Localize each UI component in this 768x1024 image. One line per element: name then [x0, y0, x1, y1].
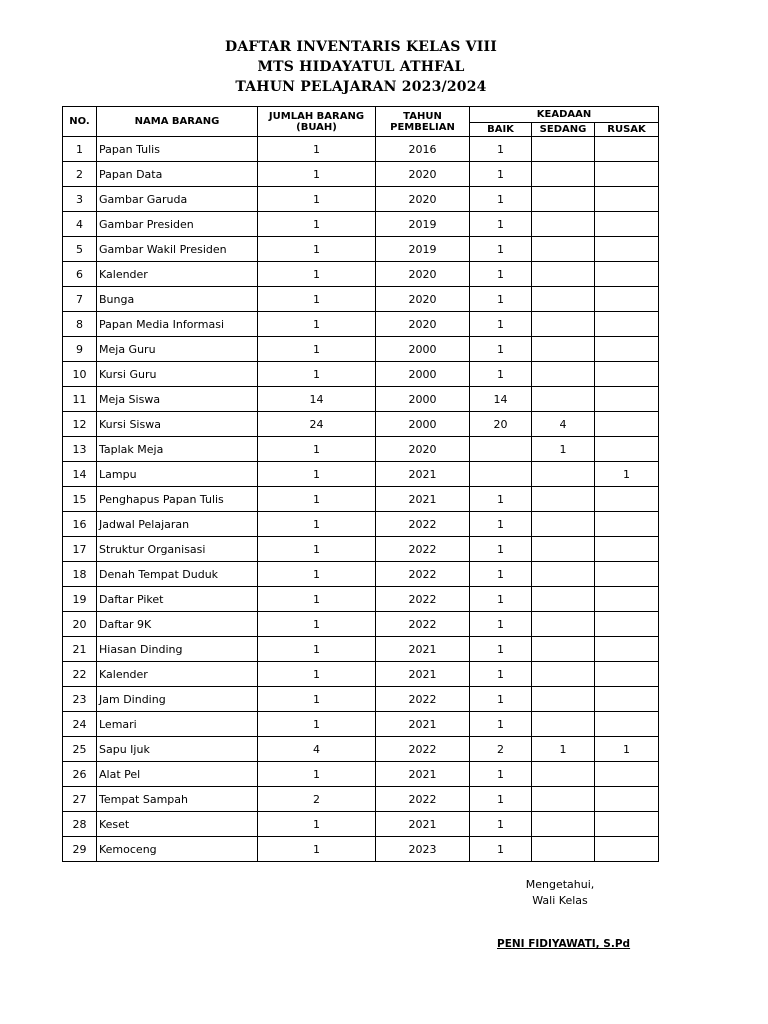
cell-baik: 1 — [470, 562, 532, 587]
cell-no: 7 — [63, 287, 97, 312]
cell-no: 21 — [63, 637, 97, 662]
cell-rusak — [595, 712, 659, 737]
cell-rusak — [595, 587, 659, 612]
cell-tahun: 2021 — [376, 712, 470, 737]
cell-tahun: 2019 — [376, 212, 470, 237]
cell-baik: 1 — [470, 762, 532, 787]
cell-no: 15 — [63, 487, 97, 512]
table-row — [63, 387, 659, 412]
cell-tahun: 2023 — [376, 837, 470, 862]
cell-baik: 1 — [470, 712, 532, 737]
cell-no: 11 — [63, 387, 97, 412]
cell-sedang: 4 — [532, 412, 595, 437]
cell-rusak — [595, 612, 659, 637]
cell-baik: 1 — [470, 812, 532, 837]
cell-nama-barang: Gambar Wakil Presiden — [97, 237, 258, 262]
title-line-2: MTS HIDAYATUL ATHFAL — [257, 59, 465, 75]
cell-no: 14 — [63, 462, 97, 487]
cell-nama-barang: Kemoceng — [97, 837, 258, 862]
inventory-table — [62, 106, 659, 862]
cell-baik: 1 — [470, 687, 532, 712]
cell-nama-barang: Daftar Piket — [97, 587, 258, 612]
cell-baik: 1 — [470, 587, 532, 612]
table-row — [63, 137, 659, 162]
cell-baik — [470, 462, 532, 487]
cell-rusak — [595, 137, 659, 162]
table-row — [63, 437, 659, 462]
cell-sedang — [532, 712, 595, 737]
header-tahun-label: TAHUN — [403, 110, 442, 122]
cell-rusak — [595, 837, 659, 862]
cell-jumlah: 1 — [258, 437, 376, 462]
table-row — [63, 762, 659, 787]
cell-baik: 1 — [470, 137, 532, 162]
cell-tahun: 2022 — [376, 737, 470, 762]
table-row — [63, 612, 659, 637]
cell-jumlah: 1 — [258, 287, 376, 312]
cell-nama-barang: Jam Dinding — [97, 687, 258, 712]
cell-jumlah: 1 — [258, 612, 376, 637]
header-baik: BAIK — [470, 123, 532, 137]
cell-tahun: 2022 — [376, 587, 470, 612]
cell-sedang — [532, 237, 595, 262]
header-tahun-pembelian — [376, 107, 470, 137]
cell-sedang — [532, 662, 595, 687]
cell-baik: 2 — [470, 737, 532, 762]
cell-sedang — [532, 687, 595, 712]
table-row — [63, 537, 659, 562]
cell-rusak — [595, 337, 659, 362]
cell-jumlah: 1 — [258, 687, 376, 712]
cell-jumlah: 1 — [258, 712, 376, 737]
header-sedang: SEDANG — [532, 123, 595, 137]
cell-jumlah: 1 — [258, 537, 376, 562]
table-row — [63, 212, 659, 237]
cell-nama-barang: Kalender — [97, 262, 258, 287]
cell-nama-barang: Meja Guru — [97, 337, 258, 362]
cell-nama-barang: Denah Tempat Duduk — [97, 562, 258, 587]
cell-rusak — [595, 512, 659, 537]
cell-rusak — [595, 387, 659, 412]
cell-jumlah: 2 — [258, 787, 376, 812]
cell-tahun: 2021 — [376, 637, 470, 662]
cell-rusak — [595, 687, 659, 712]
cell-baik: 1 — [470, 787, 532, 812]
cell-sedang — [532, 512, 595, 537]
cell-jumlah: 1 — [258, 462, 376, 487]
cell-baik: 1 — [470, 612, 532, 637]
cell-tahun: 2020 — [376, 287, 470, 312]
table-row — [63, 587, 659, 612]
cell-tahun: 2020 — [376, 262, 470, 287]
cell-nama-barang: Sapu Ijuk — [97, 737, 258, 762]
signature-block — [490, 877, 630, 909]
cell-tahun: 2000 — [376, 362, 470, 387]
cell-jumlah: 1 — [258, 237, 376, 262]
table-row — [63, 837, 659, 862]
cell-nama-barang: Meja Siswa — [97, 387, 258, 412]
cell-tahun: 2016 — [376, 137, 470, 162]
table-row — [63, 787, 659, 812]
table-row — [63, 362, 659, 387]
cell-jumlah: 1 — [258, 587, 376, 612]
table-row — [63, 512, 659, 537]
cell-no: 5 — [63, 237, 97, 262]
cell-no: 27 — [63, 787, 97, 812]
title-line-3: TAHUN PELAJARAN 2023/2024 — [235, 79, 487, 95]
cell-sedang — [532, 812, 595, 837]
cell-jumlah: 24 — [258, 412, 376, 437]
cell-jumlah: 1 — [258, 337, 376, 362]
cell-nama-barang: Alat Pel — [97, 762, 258, 787]
cell-no: 1 — [63, 137, 97, 162]
cell-tahun: 2021 — [376, 812, 470, 837]
cell-nama-barang: Penghapus Papan Tulis — [97, 487, 258, 512]
cell-no: 17 — [63, 537, 97, 562]
cell-rusak — [595, 437, 659, 462]
cell-no: 8 — [63, 312, 97, 337]
cell-baik: 1 — [470, 187, 532, 212]
cell-tahun: 2000 — [376, 387, 470, 412]
cell-baik: 1 — [470, 837, 532, 862]
cell-sedang — [532, 837, 595, 862]
cell-no: 29 — [63, 837, 97, 862]
table-row — [63, 687, 659, 712]
cell-no: 20 — [63, 612, 97, 637]
header-no: NO. — [63, 107, 97, 137]
cell-tahun: 2022 — [376, 687, 470, 712]
cell-tahun: 2021 — [376, 487, 470, 512]
cell-jumlah: 1 — [258, 162, 376, 187]
cell-jumlah: 1 — [258, 662, 376, 687]
header-rusak: RUSAK — [595, 123, 659, 137]
cell-rusak — [595, 162, 659, 187]
cell-sedang — [532, 137, 595, 162]
cell-tahun: 2019 — [376, 237, 470, 262]
cell-no: 13 — [63, 437, 97, 462]
cell-jumlah: 1 — [258, 637, 376, 662]
cell-nama-barang: Hiasan Dinding — [97, 637, 258, 662]
cell-sedang — [532, 462, 595, 487]
cell-tahun: 2021 — [376, 662, 470, 687]
table-row — [63, 312, 659, 337]
cell-baik: 1 — [470, 212, 532, 237]
cell-baik: 1 — [470, 362, 532, 387]
cell-tahun: 2020 — [376, 312, 470, 337]
cell-rusak: 1 — [595, 737, 659, 762]
cell-no: 18 — [63, 562, 97, 587]
cell-jumlah: 1 — [258, 837, 376, 862]
cell-nama-barang: Lemari — [97, 712, 258, 737]
cell-rusak — [595, 362, 659, 387]
cell-sedang — [532, 287, 595, 312]
cell-no: 16 — [63, 512, 97, 537]
cell-rusak — [595, 262, 659, 287]
header-jumlah-label: JUMLAH BARANG — [268, 110, 365, 122]
cell-tahun: 2022 — [376, 562, 470, 587]
cell-baik: 1 — [470, 162, 532, 187]
cell-no: 12 — [63, 412, 97, 437]
cell-nama-barang: Kursi Guru — [97, 362, 258, 387]
header-keadaan: KEADAAN — [470, 107, 659, 123]
cell-rusak — [595, 187, 659, 212]
cell-nama-barang: Keset — [97, 812, 258, 837]
cell-no: 25 — [63, 737, 97, 762]
cell-jumlah: 4 — [258, 737, 376, 762]
cell-rusak — [595, 487, 659, 512]
cell-nama-barang: Daftar 9K — [97, 612, 258, 637]
header-nama-barang: NAMA BARANG — [97, 107, 258, 137]
cell-tahun: 2022 — [376, 612, 470, 637]
table-row — [63, 262, 659, 287]
cell-nama-barang: Kursi Siswa — [97, 412, 258, 437]
cell-jumlah: 1 — [258, 812, 376, 837]
cell-nama-barang: Gambar Garuda — [97, 187, 258, 212]
cell-no: 4 — [63, 212, 97, 237]
signature-role: Wali Kelas — [532, 894, 588, 907]
table-row — [63, 162, 659, 187]
cell-tahun: 2022 — [376, 512, 470, 537]
table-row — [63, 287, 659, 312]
cell-jumlah: 1 — [258, 762, 376, 787]
table-row — [63, 562, 659, 587]
cell-rusak — [595, 637, 659, 662]
cell-nama-barang: Lampu — [97, 462, 258, 487]
cell-rusak — [595, 312, 659, 337]
cell-no: 28 — [63, 812, 97, 837]
cell-sedang — [532, 262, 595, 287]
cell-baik — [470, 437, 532, 462]
cell-tahun: 2020 — [376, 187, 470, 212]
cell-rusak — [595, 237, 659, 262]
cell-sedang — [532, 162, 595, 187]
cell-sedang — [532, 787, 595, 812]
cell-no: 3 — [63, 187, 97, 212]
cell-sedang — [532, 612, 595, 637]
cell-rusak — [595, 787, 659, 812]
cell-nama-barang: Papan Tulis — [97, 137, 258, 162]
cell-tahun: 2021 — [376, 762, 470, 787]
cell-no: 6 — [63, 262, 97, 287]
cell-baik: 1 — [470, 287, 532, 312]
cell-rusak — [595, 212, 659, 237]
cell-no: 23 — [63, 687, 97, 712]
cell-rusak — [595, 812, 659, 837]
table-row — [63, 637, 659, 662]
cell-sedang — [532, 312, 595, 337]
document-title — [0, 37, 722, 97]
cell-no: 10 — [63, 362, 97, 387]
cell-sedang: 1 — [532, 737, 595, 762]
cell-tahun: 2021 — [376, 462, 470, 487]
cell-no: 22 — [63, 662, 97, 687]
signature-name: PENI FIDIYAWATI, S.Pd — [497, 938, 631, 950]
table-row — [63, 712, 659, 737]
cell-jumlah: 1 — [258, 212, 376, 237]
cell-jumlah: 1 — [258, 512, 376, 537]
table-row — [63, 337, 659, 362]
cell-no: 2 — [63, 162, 97, 187]
cell-tahun: 2000 — [376, 412, 470, 437]
cell-sedang — [532, 387, 595, 412]
cell-baik: 1 — [470, 237, 532, 262]
cell-baik: 1 — [470, 487, 532, 512]
cell-baik: 1 — [470, 337, 532, 362]
header-jumlah-barang — [258, 107, 376, 137]
cell-sedang — [532, 487, 595, 512]
table-row — [63, 412, 659, 437]
table-row — [63, 462, 659, 487]
cell-sedang — [532, 762, 595, 787]
cell-rusak — [595, 412, 659, 437]
cell-jumlah: 1 — [258, 137, 376, 162]
cell-jumlah: 1 — [258, 362, 376, 387]
table-row — [63, 187, 659, 212]
cell-no: 26 — [63, 762, 97, 787]
cell-tahun: 2000 — [376, 337, 470, 362]
cell-tahun: 2022 — [376, 537, 470, 562]
header-jumlah-unit: (BUAH) — [296, 121, 337, 133]
table-row — [63, 487, 659, 512]
cell-rusak — [595, 762, 659, 787]
title-line-1: DAFTAR INVENTARIS KELAS VIII — [225, 39, 497, 55]
cell-jumlah: 14 — [258, 387, 376, 412]
cell-sedang: 1 — [532, 437, 595, 462]
cell-rusak: 1 — [595, 462, 659, 487]
cell-baik: 1 — [470, 537, 532, 562]
cell-jumlah: 1 — [258, 487, 376, 512]
cell-nama-barang: Gambar Presiden — [97, 212, 258, 237]
cell-nama-barang: Kalender — [97, 662, 258, 687]
cell-nama-barang: Struktur Organisasi — [97, 537, 258, 562]
cell-nama-barang: Tempat Sampah — [97, 787, 258, 812]
cell-nama-barang: Taplak Meja — [97, 437, 258, 462]
cell-sedang — [532, 362, 595, 387]
cell-nama-barang: Papan Media Informasi — [97, 312, 258, 337]
cell-tahun: 2022 — [376, 787, 470, 812]
cell-nama-barang: Jadwal Pelajaran — [97, 512, 258, 537]
cell-sedang — [532, 337, 595, 362]
cell-rusak — [595, 287, 659, 312]
cell-no: 24 — [63, 712, 97, 737]
cell-baik: 1 — [470, 312, 532, 337]
cell-nama-barang: Bunga — [97, 287, 258, 312]
table-row — [63, 237, 659, 262]
cell-sedang — [532, 587, 595, 612]
cell-nama-barang: Papan Data — [97, 162, 258, 187]
cell-no: 19 — [63, 587, 97, 612]
cell-sedang — [532, 212, 595, 237]
cell-baik: 1 — [470, 512, 532, 537]
cell-sedang — [532, 537, 595, 562]
cell-no: 9 — [63, 337, 97, 362]
header-pembelian-label: PEMBELIAN — [390, 121, 455, 133]
cell-baik: 1 — [470, 662, 532, 687]
cell-jumlah: 1 — [258, 312, 376, 337]
cell-rusak — [595, 537, 659, 562]
table-row — [63, 737, 659, 762]
cell-tahun: 2020 — [376, 437, 470, 462]
cell-tahun: 2020 — [376, 162, 470, 187]
cell-jumlah: 1 — [258, 562, 376, 587]
cell-baik: 1 — [470, 262, 532, 287]
cell-jumlah: 1 — [258, 262, 376, 287]
table-row — [63, 812, 659, 837]
cell-rusak — [595, 562, 659, 587]
cell-sedang — [532, 562, 595, 587]
signature-acknowledged: Mengetahui, — [525, 878, 595, 891]
table-row — [63, 662, 659, 687]
cell-rusak — [595, 662, 659, 687]
cell-baik: 14 — [470, 387, 532, 412]
cell-sedang — [532, 637, 595, 662]
cell-baik: 20 — [470, 412, 532, 437]
cell-jumlah: 1 — [258, 187, 376, 212]
cell-baik: 1 — [470, 637, 532, 662]
cell-sedang — [532, 187, 595, 212]
